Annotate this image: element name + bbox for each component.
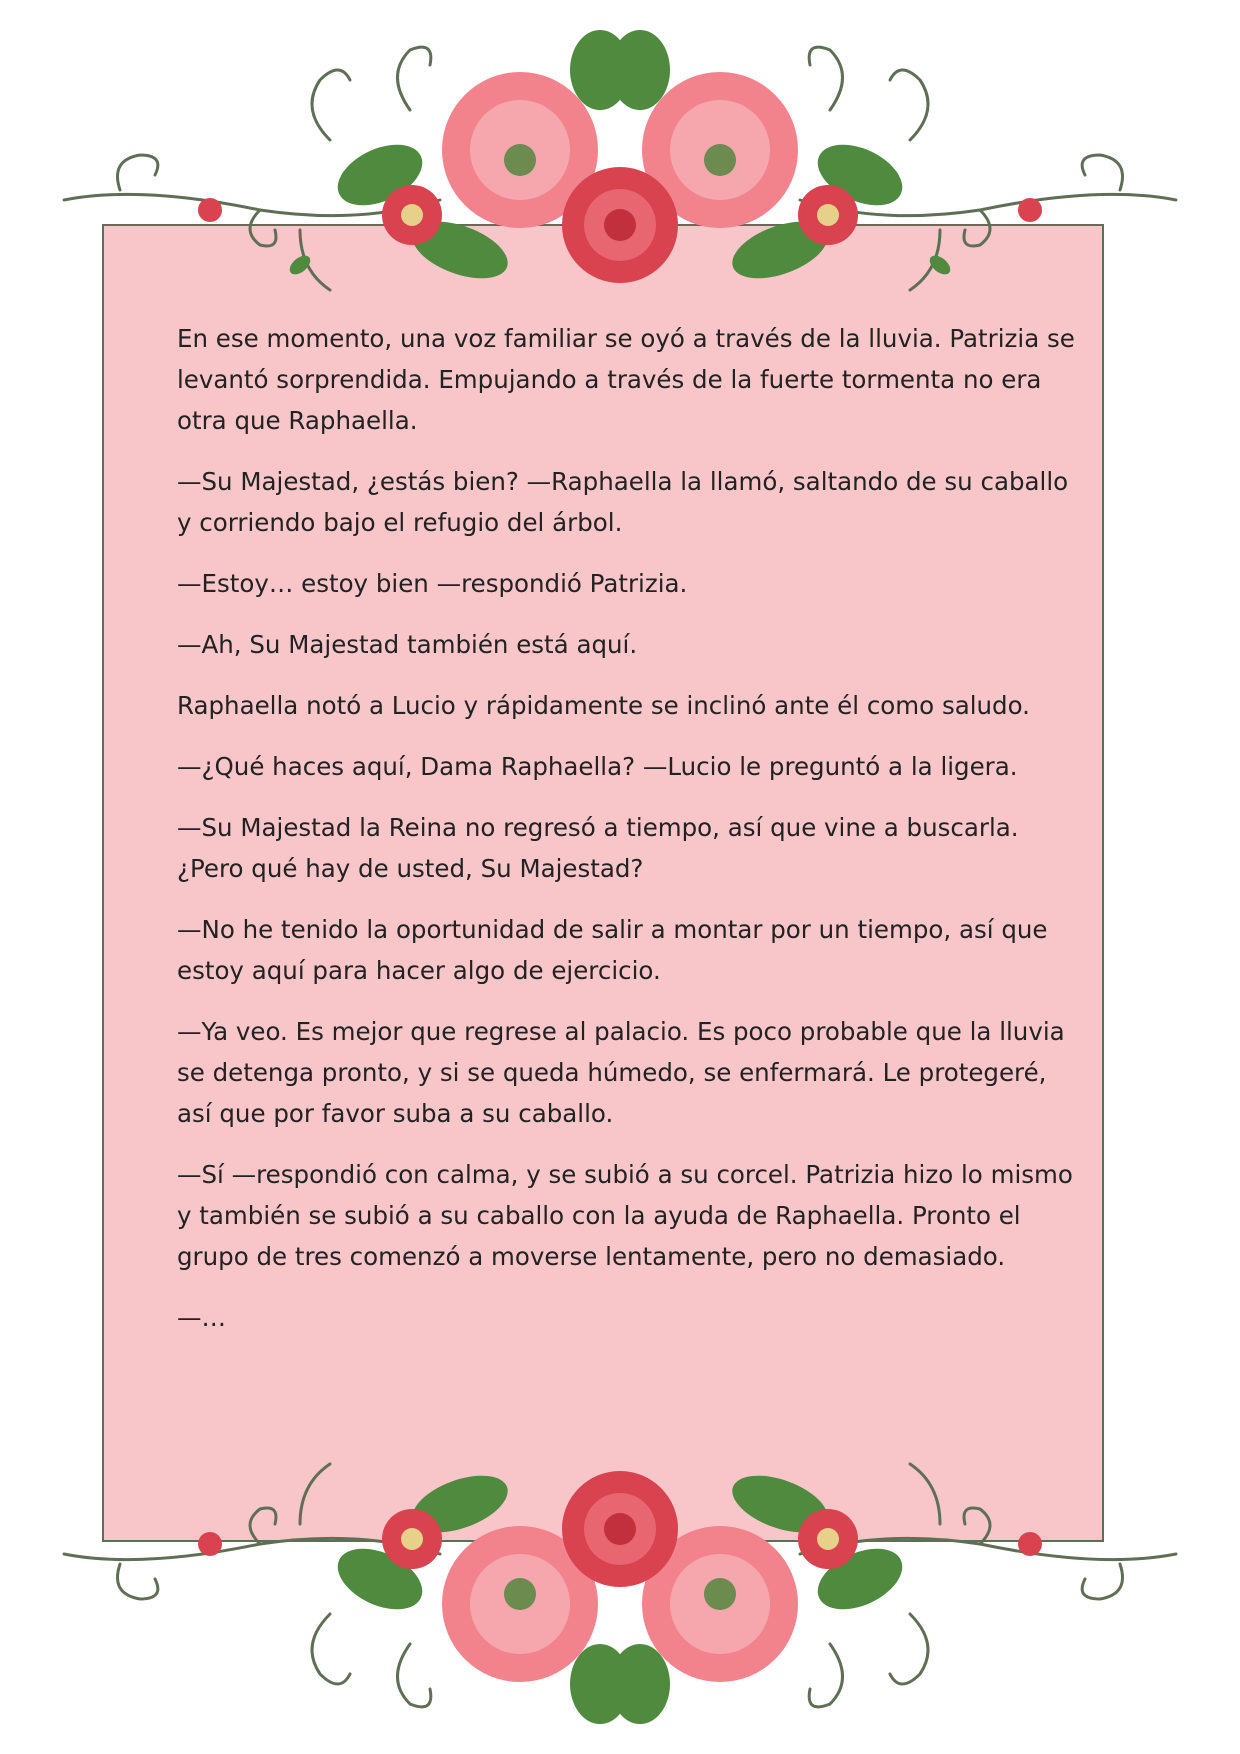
paragraph-11: —… <box>177 1303 226 1332</box>
paragraph-1: En ese momento, una voz familiar se oyó a través de la lluvia. Patrizia se levantó sorprendida. Empujando a través de la fuerte tormenta no era otra que Raphaella. <box>177 324 1075 435</box>
story-text <box>177 318 1077 1358</box>
paragraph-8: —No he tenido la oportunidad de salir a montar por un tiempo, así que estoy aquí para hacer algo de ejercicio. <box>177 915 1048 985</box>
paragraph-10: —Sí —respondió con calma, y se subió a su corcel. Patrizia hizo lo mismo y también se subió a su caballo con la ayuda de Raphaella. Pronto el grupo de tres comenzó a moverse lentamente, pero no demasiado. <box>177 1160 1073 1271</box>
paragraph-6: —¿Qué haces aquí, Dama Raphaella? —Lucio le preguntó a la ligera. <box>177 752 1018 781</box>
paragraph-7: —Su Majestad la Reina no regresó a tiempo, así que vine a buscarla. ¿Pero qué hay de usted, Su Majestad? <box>177 813 1019 883</box>
paragraph-9: —Ya veo. Es mejor que regrese al palacio. Es poco probable que la lluvia se detenga pronto, y si se queda húmedo, se enfermará. Le protegeré, así que por favor suba a su caballo. <box>177 1017 1065 1128</box>
paragraph-4: —Ah, Su Majestad también está aquí. <box>177 630 638 659</box>
floral-ornament-top-icon <box>0 0 1240 340</box>
paragraph-3: —Estoy… estoy bien —respondió Patrizia. <box>177 569 688 598</box>
paragraph-5: Raphaella notó a Lucio y rápidamente se inclinó ante él como saludo. <box>177 691 1030 720</box>
floral-ornament-bottom-icon <box>0 1414 1240 1754</box>
paragraph-2: —Su Majestad, ¿estás bien? —Raphaella la llamó, saltando de su caballo y corriendo bajo el refugio del árbol. <box>177 467 1069 537</box>
